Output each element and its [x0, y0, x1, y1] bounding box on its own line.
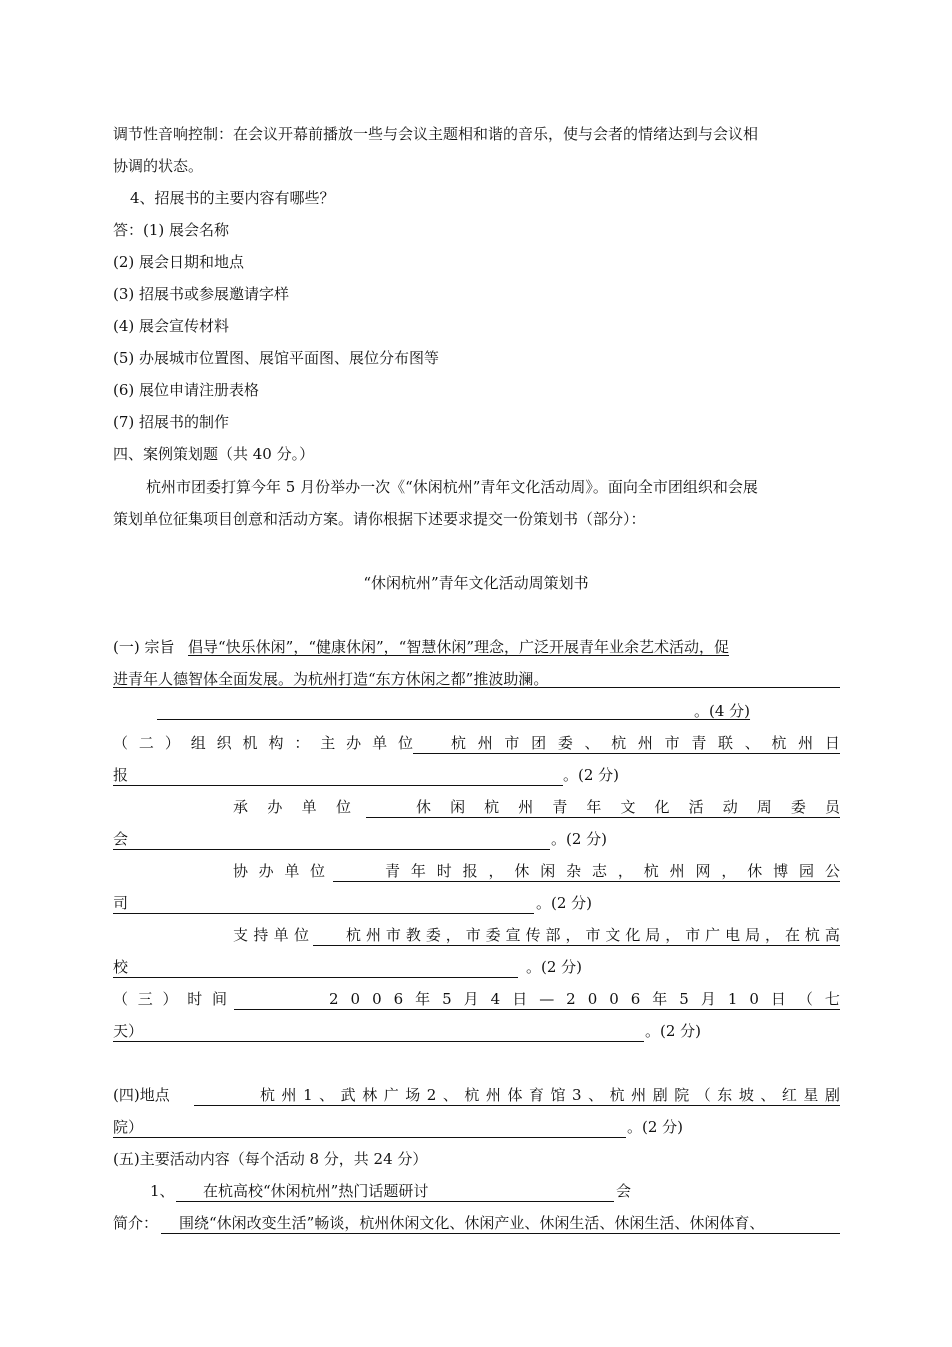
org-host-text-cont: 报 — [113, 765, 563, 786]
answer-item: (3) 招展书或参展邀请字样 — [113, 285, 290, 303]
answer-item: (2) 展会日期和地点 — [113, 253, 245, 271]
section-heading: 四、案例策划题（共 40 分。） — [113, 445, 315, 463]
plan-title: “休闲杭州”青年文化活动周策划书 — [363, 574, 589, 592]
score: 。(2 分) — [645, 1022, 702, 1040]
org-organizer-text: 休 闲 杭 州 青 年 文 化 活 动 周 委 员 — [366, 797, 840, 818]
brief-text: 围绕“休闲改变生活”畅谈，杭州休闲文化、休闲产业、休闲生活、休闲生活、休闲体育、 — [161, 1213, 840, 1234]
intro-line: 杭州市团委打算今年 5 月份举办一次《“休闲杭州”青年文化活动周》。面向全市团组织和会展 — [146, 478, 758, 496]
activities-label: (五)主要活动内容（每个活动 8 分，共 24 分） — [113, 1150, 428, 1168]
place-label: (四)地点 — [113, 1086, 170, 1104]
time-text-cont: 天） — [113, 1021, 644, 1042]
purpose-label: (一) 宗旨 — [113, 638, 175, 656]
underline — [157, 719, 694, 720]
org-organizer-label: 承 办 单 位 — [233, 798, 351, 816]
paragraph-line: 调节性音响控制：在会议开幕前播放一些与会议主题相和谐的音乐，使与会者的情绪达到与会议相 — [113, 125, 759, 143]
question-4: 4、招展书的主要内容有哪些？ — [130, 189, 335, 207]
underline — [113, 687, 840, 688]
org-support-text-cont: 校 — [113, 957, 518, 978]
brief-label: 简介： — [113, 1214, 159, 1232]
answer-item: (5) 办展城市位置图、展馆平面图、展位分布图等 — [113, 349, 440, 367]
score: 。(2 分) — [563, 766, 620, 784]
place-text-cont: 院） — [113, 1117, 626, 1138]
org-organizer-text-cont: 会 — [113, 829, 550, 850]
answer-item: 答：(1) 展会名称 — [113, 221, 230, 239]
purpose-text: 进青年人德智体全面发展。为杭州打造“东方休闲之都”推波助澜。 — [113, 670, 549, 688]
activity-number: 1、 — [150, 1182, 175, 1200]
org-support-label: 支 持 单 位 — [233, 926, 309, 944]
score: 。(2 分) — [536, 894, 593, 912]
answer-item: (6) 展位申请注册表格 — [113, 381, 260, 399]
org-co-label: 协 办 单 位 — [233, 862, 325, 880]
purpose-text: 倡导“快乐休闲”，“健康休闲”，“智慧休闲”理念，广泛开展青年业余艺术活动，促 — [188, 638, 730, 656]
activity-title-tail: 会 — [616, 1182, 632, 1200]
org-co-text-cont: 司 — [113, 893, 534, 914]
score: 。(2 分) — [551, 830, 608, 848]
intro-line: 策划单位征集项目创意和活动方案。请你根据下述要求提交一份策划书（部分）： — [113, 510, 646, 528]
answer-item: (4) 展会宣传材料 — [113, 317, 230, 335]
org-host-text: 杭 州 市 团 委 、 杭 州 市 青 联 、 杭 州 日 — [413, 733, 840, 754]
score: 。(2 分) — [526, 958, 583, 976]
score: 。(4 分) — [694, 702, 751, 720]
org-label: （ 二 ） 组 织 机 构 ： 主 办 单 位 — [113, 734, 413, 752]
score: 。(2 分) — [627, 1118, 684, 1136]
activity-title: 在杭高校“休闲杭州”热门话题研讨 — [176, 1181, 614, 1202]
time-label: （ 三 ） 时 间 — [113, 990, 227, 1008]
place-text: 杭 州 1 、 武 林 广 场 2 、 杭 州 体 育 馆 3 、 杭 州 剧 院 （ 东 坡 、 红 星 剧 — [194, 1085, 840, 1106]
answer-item: (7) 招展书的制作 — [113, 413, 230, 431]
org-support-text: 杭 州 市 教 委 ， 市 委 宣 传 部 ， 市 文 化 局 ， 市 广 电 局 ， 在 杭 高 — [313, 925, 840, 946]
org-co-text: 青 年 时 报 ， 休 闲 杂 志 ， 杭 州 网 ， 休 博 园 公 — [333, 861, 840, 882]
paragraph-line: 协调的状态。 — [113, 157, 204, 175]
time-text: 2 0 0 6 年 5 月 4 日 — 2 0 0 6 年 5 月 1 0 日 （ 七 — [234, 989, 840, 1010]
